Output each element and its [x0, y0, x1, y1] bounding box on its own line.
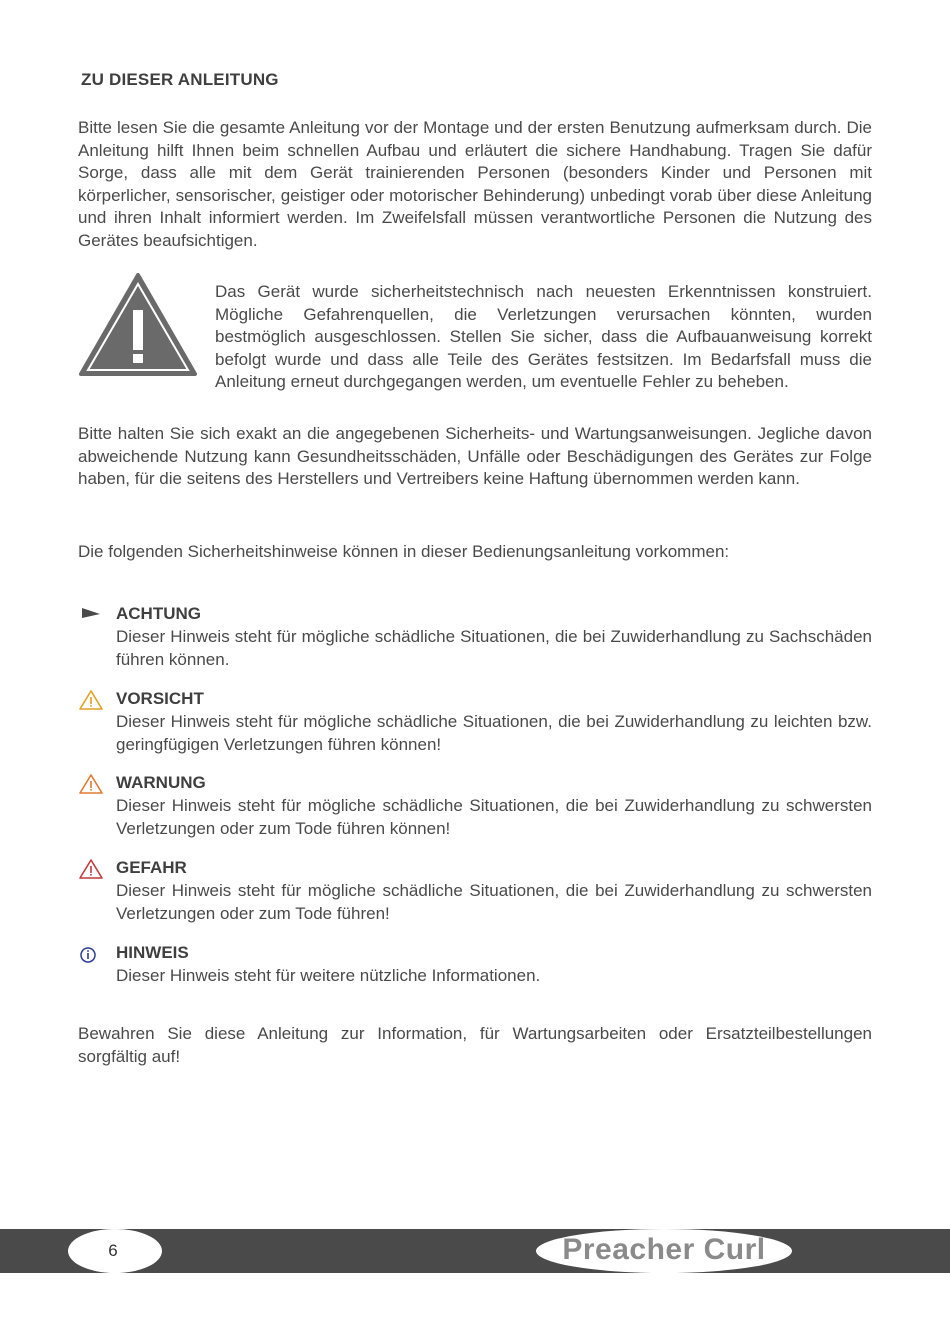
safety-warning-block — [78, 272, 872, 402]
notice-title: GEFAHR — [116, 858, 187, 877]
notices-intro: Die folgenden Sicherheitshinweise können in dieser Bedienungsanleitung vorkommen: — [78, 542, 730, 561]
exclamation-triangle-icon — [78, 272, 198, 378]
pointer-arrow-icon — [78, 604, 104, 626]
instructions-paragraph: Bitte halten Sie sich exakt an die angegebenen Sicherheits- und Wartungsanweisungen. Jegliche davon abweichende Nutzung kann Gesundheitsschäden, Unfälle oder Beschädigungen des Gerätes zur Folge haben, für die seitens des Herstellers und Vertreibers keine Haftung übernommen werden kann. — [78, 424, 872, 489]
notice-text: Dieser Hinweis steht für weitere nützliche Informationen. — [116, 966, 541, 985]
product-name: Preacher Curl — [562, 1233, 766, 1266]
notice-text: Dieser Hinweis steht für mögliche schädliche Situationen, die bei Zuwiderhandlung zu schwersten Verletzungen oder zum Tode führen können! — [116, 796, 872, 838]
notice-title: WARNUNG — [116, 773, 206, 792]
closing-paragraph: Bewahren Sie diese Anleitung zur Information, für Wartungsarbeiten oder Ersatzteilbestellungen sorgfältig auf! — [78, 1024, 872, 1066]
notice-text: Dieser Hinweis steht für mögliche schädliche Situationen, die bei Zuwiderhandlung zu schwersten Verletzungen oder zum Tode führen! — [116, 881, 872, 923]
page-number: 6 — [108, 1241, 118, 1260]
info-icon — [78, 943, 104, 965]
warning-triangle-icon — [78, 858, 104, 880]
intro-paragraph: Bitte lesen Sie die gesamte Anleitung vor der Montage und der ersten Benutzung aufmerksam durch. Die Anleitung hilft Ihnen beim schnellen Aufbau und erläutert die sichere Handhabung. Tragen Sie dafür Sorge, dass alle mit dem Gerät trainierenden Personen (besonders Kinder und Personen mit körperlicher, sensorischer, geistiger oder motorischer Behinderung) unbedingt vorab über diese Anleitung und ihren Inhalt informiert werden. Im Zweifelsfall müssen verantwortliche Personen die Nutzung des Gerätes beaufsichtigen. — [78, 118, 872, 250]
safety-warning-text: Das Gerät wurde sicherheitstechnisch nach neuesten Erkenntnissen konstruiert. Mögliche Gefahrenquellen, die Verletzungen verursachen könnten, wurden bestmöglich ausgeschlossen. Stellen Sie sicher, dass die Aufbauanweisung korrekt befolgt wurde und dass alle Teile des Gerätes festsitzen. Im Bedarfsfall muss die Anleitung erneut durchgegangen werden, um eventuelle Fehler zu beheben. — [215, 282, 872, 392]
notice-title: ACHTUNG — [116, 604, 201, 623]
warning-triangle-icon — [78, 773, 104, 795]
notice-title: VORSICHT — [116, 689, 204, 708]
page-title: ZU DIESER ANLEITUNG — [81, 70, 279, 89]
notice-text: Dieser Hinweis steht für mögliche schädliche Situationen, die bei Zuwiderhandlung zu leichten bzw. geringfügigen Verletzungen führen können! — [116, 712, 872, 754]
notice-title: HINWEIS — [116, 943, 189, 962]
warning-triangle-icon — [78, 689, 104, 711]
notice-text: Dieser Hinweis steht für mögliche schädliche Situationen, die bei Zuwiderhandlung zu Sachschäden führen können. — [116, 627, 872, 669]
